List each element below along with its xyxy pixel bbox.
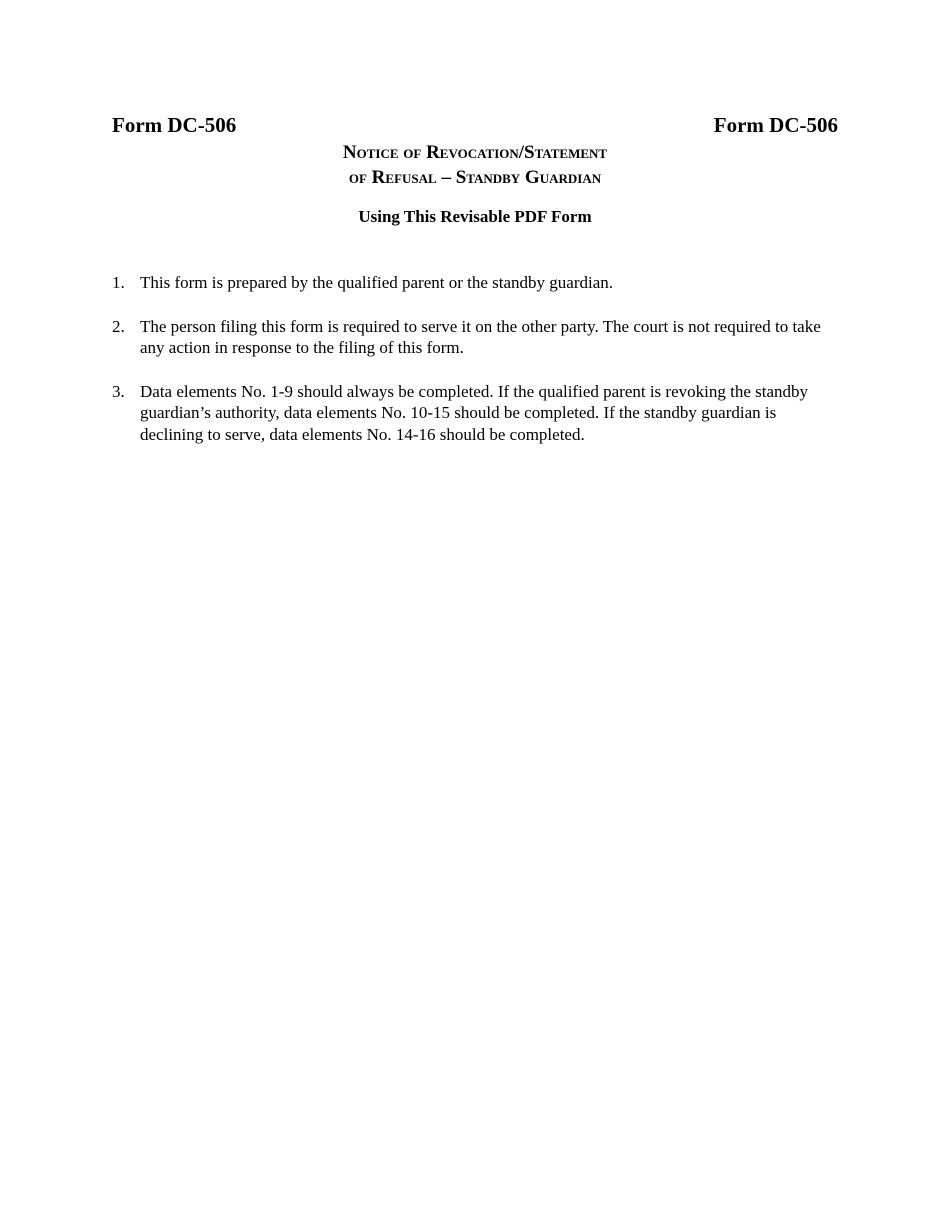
instruction-text: The person filing this form is required to serve it on the other party. The court is not required to take any action in response to the filing of this form.: [140, 316, 821, 357]
instruction-text: This form is prepared by the qualified parent or the standby guardian.: [140, 273, 614, 292]
form-number-right: Form DC-506: [713, 113, 838, 137]
instruction-item: [112, 316, 838, 359]
title-line-1: Notice of Revocation/Statement: [342, 142, 608, 163]
instruction-number: 2.: [112, 316, 125, 336]
instruction-item: [112, 272, 838, 294]
instruction-item: [112, 381, 838, 446]
instruction-number: 1.: [112, 273, 125, 292]
form-number-left: Form DC-506: [112, 113, 237, 137]
document-subtitle: Using This Revisable PDF Form: [358, 207, 592, 226]
document-title: [0, 140, 950, 190]
instructions-list: [112, 272, 838, 467]
instruction-number: 3.: [112, 381, 125, 401]
instruction-text: Data elements No. 1-9 should always be completed. If the qualified parent is revoking the standby guardian’s authority, data elements No. 10-15 should be completed. If the standby guardian is declining to serve, data elements No. 14-16 should be completed.: [140, 381, 809, 444]
title-line-2: of Refusal – Standby Guardian: [348, 167, 602, 188]
